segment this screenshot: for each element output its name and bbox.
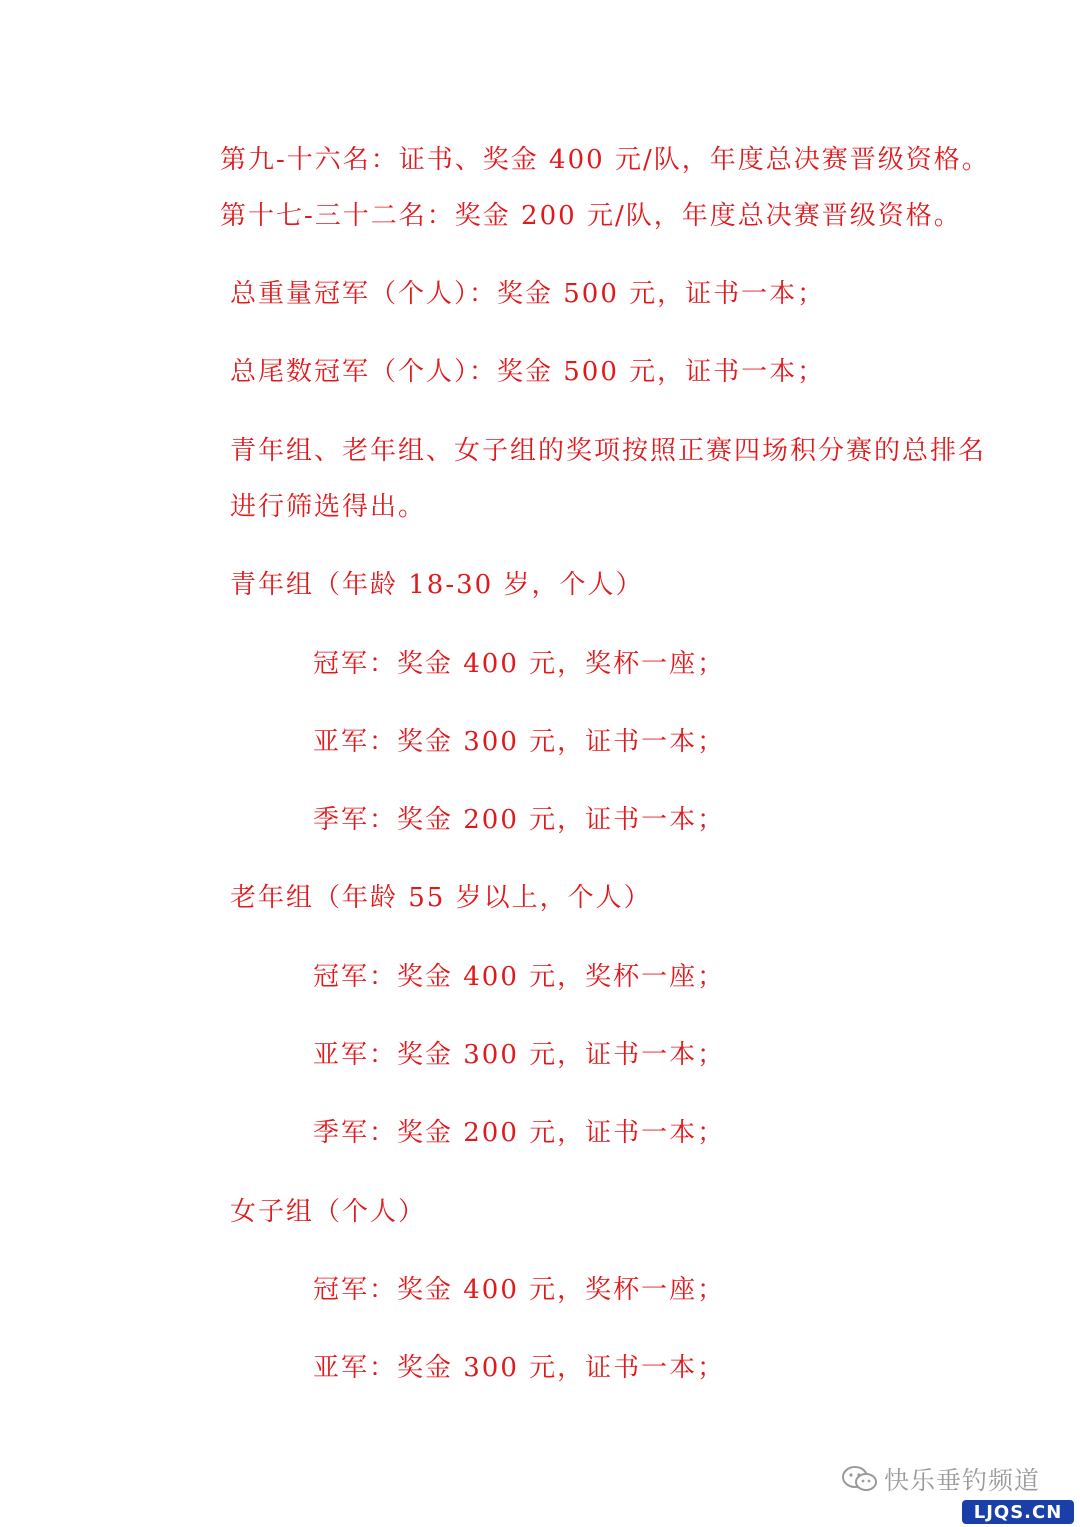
senior-third-place: 季军：奖金 200 元，证书一本； — [313, 1118, 726, 1148]
senior-group-heading: 老年组（年龄 55 岁以上，个人） — [230, 883, 652, 913]
total-count-champion: 总尾数冠军（个人）：奖金 500 元，证书一本； — [230, 357, 826, 387]
youth-third-place: 季军：奖金 200 元，证书一本； — [313, 805, 726, 835]
youth-champion: 冠军：奖金 400 元，奖杯一座； — [313, 649, 726, 679]
wechat-channel-icon — [840, 1464, 880, 1494]
group-awards-note: 青年组、老年组、女子组的奖项按照正赛四场积分赛的总排名 — [230, 436, 987, 466]
prize-rank-9-16: 第九-十六名：证书、奖金 400 元/队，年度总决赛晋级资格。 — [220, 145, 990, 175]
site-logo: LJQS.CN — [962, 1500, 1074, 1524]
watermark-text: 快乐垂钓频道 — [884, 1466, 1041, 1495]
women-group-heading: 女子组（个人） — [230, 1197, 427, 1227]
group-awards-note-cont: 进行筛选得出。 — [230, 492, 427, 522]
youth-group-heading: 青年组（年龄 18-30 岁，个人） — [230, 570, 644, 600]
prize-rank-17-32: 第十七-三十二名：奖金 200 元/队，年度总决赛晋级资格。 — [220, 201, 962, 231]
senior-champion: 冠军：奖金 400 元，奖杯一座； — [313, 962, 726, 992]
senior-runner-up: 亚军：奖金 300 元，证书一本； — [313, 1040, 726, 1070]
youth-runner-up: 亚军：奖金 300 元，证书一本； — [313, 727, 726, 757]
total-weight-champion: 总重量冠军（个人）：奖金 500 元，证书一本； — [230, 279, 826, 309]
wechat-watermark — [840, 1462, 1070, 1496]
women-champion: 冠军：奖金 400 元，奖杯一座； — [313, 1275, 726, 1305]
women-runner-up: 亚军：奖金 300 元，证书一本； — [313, 1353, 726, 1383]
